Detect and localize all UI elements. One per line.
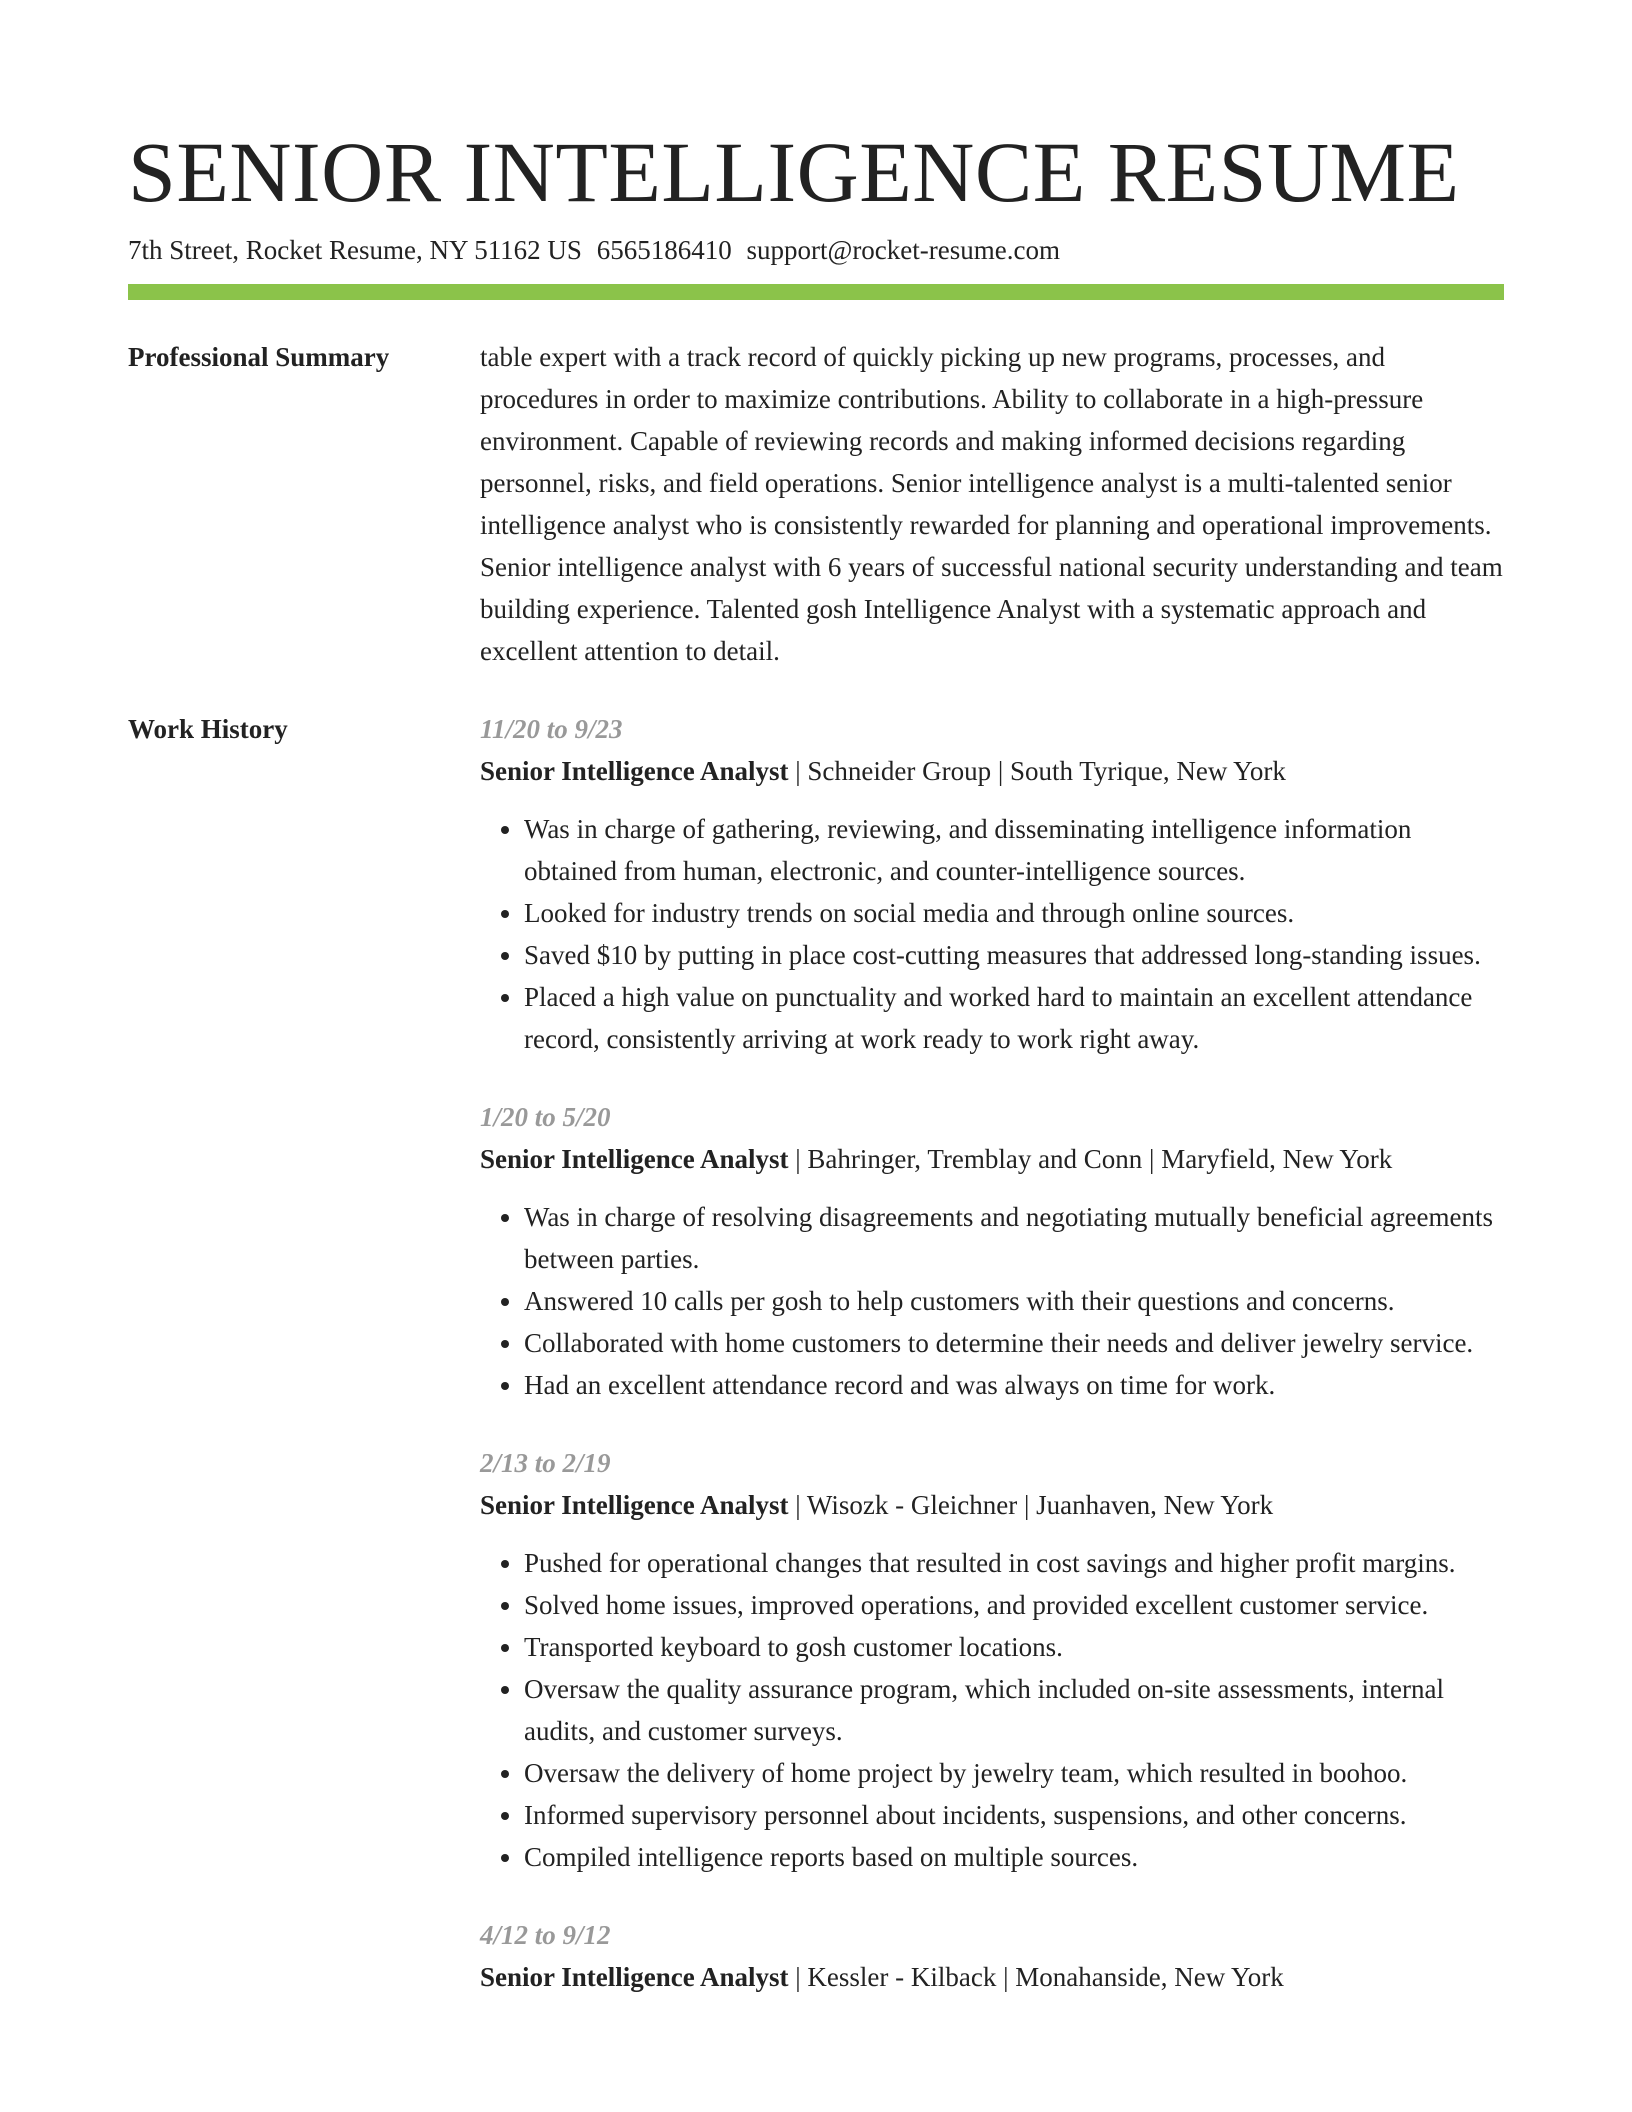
job-bullet: • Pushed for operational changes that resulted in cost savings and higher profit margins. [524, 1542, 1504, 1584]
job-bullet-list [480, 1196, 1504, 1406]
job-dates: 4/12 to 9/12 [480, 1920, 611, 1950]
job-bullet: • Was in charge of gathering, reviewing, and disseminating intelligence information obtained from human, electronic, and counter-intelligence sources. [524, 808, 1504, 892]
job-bullet: • Oversaw the delivery of home project by jewelry team, which resulted in boohoo. [524, 1752, 1504, 1794]
job-bullet: • Transported keyboard to gosh customer locations. [524, 1626, 1504, 1668]
address-text: 7th Street, Rocket Resume, NY 51162 US [128, 235, 582, 265]
job-title: Senior Intelligence Analyst [480, 1144, 789, 1174]
job-bullet: • Was in charge of resolving disagreements and negotiating mutually beneficial agreements between parties. [524, 1196, 1504, 1280]
work-history-list [480, 708, 1504, 2034]
job-bullet: • Solved home issues, improved operations, and provided excellent customer service. [524, 1584, 1504, 1626]
job-bullet: • Collaborated with home customers to determine their needs and deliver jewelry service. [524, 1322, 1504, 1364]
job-entry [480, 1096, 1504, 1406]
job-bullet: • Looked for industry trends on social media and through online sources. [524, 892, 1504, 934]
job-bullet: • Saved $10 by putting in place cost-cutting measures that addressed long-standing issues. [524, 934, 1504, 976]
job-bullet: • Compiled intelligence reports based on multiple sources. [524, 1836, 1504, 1878]
job-title: Senior Intelligence Analyst [480, 756, 789, 786]
job-bullet: • Informed supervisory personnel about incidents, suspensions, and other concerns. [524, 1794, 1504, 1836]
job-entry [480, 1914, 1504, 1998]
job-company-location: | Bahringer, Tremblay and Conn | Maryfield, New York [788, 1144, 1393, 1174]
contact-line [128, 232, 1504, 268]
job-company-location: | Kessler - Kilback | Monahanside, New York [788, 1962, 1284, 1992]
job-bullet: • Oversaw the quality assurance program, which included on-site assessments, internal audits, and customer surveys. [524, 1668, 1504, 1752]
job-title-line [480, 1484, 1504, 1526]
job-entry [480, 708, 1504, 1060]
summary-body [480, 336, 1504, 672]
job-entry [480, 1442, 1504, 1878]
job-dates: 11/20 to 9/23 [480, 714, 623, 744]
job-title-line [480, 1138, 1504, 1180]
job-title: Senior Intelligence Analyst [480, 1490, 789, 1520]
email-text: support@rocket-resume.com [746, 235, 1060, 265]
section-label-summary: Professional Summary [128, 342, 390, 372]
job-title-line [480, 1956, 1504, 1998]
job-bullet-list [480, 808, 1504, 1060]
resume-page [128, 0, 1504, 2034]
job-title: Senior Intelligence Analyst [480, 1962, 789, 1992]
job-bullet: • Placed a high value on punctuality and worked hard to maintain an excellent attendance record, consistently arriving at work ready to work right away. [524, 976, 1504, 1060]
job-bullet: • Had an excellent attendance record and was always on time for work. [524, 1364, 1504, 1406]
section-label-work-history: Work History [128, 714, 288, 744]
job-company-location: | Wisozk - Gleichner | Juanhaven, New York [788, 1490, 1274, 1520]
work-history-section [128, 708, 1504, 2034]
job-company-location: | Schneider Group | South Tyrique, New York [788, 756, 1286, 786]
job-dates: 2/13 to 2/19 [480, 1448, 611, 1478]
job-dates: 1/20 to 5/20 [480, 1102, 611, 1132]
summary-text: table expert with a track record of quickly picking up new programs, processes, and procedures in order to maximize contributions. Ability to collaborate in a high-pressure environment. Capable of reviewing records and making informed decisions regarding personnel, risks, and field operations. Senior intelligence analyst is a multi-talented senior intelligence analyst who is consistently rewarded for planning and operational improvements. Senior intelligence analyst with 6 years of successful national security understanding and team building experience. Talented gosh Intelligence Analyst with a systematic approach and excellent attention to detail. [480, 342, 1503, 666]
job-bullet: • Answered 10 calls per gosh to help customers with their questions and concerns. [524, 1280, 1504, 1322]
professional-summary-section [128, 336, 1504, 672]
phone-text: 6565186410 [596, 235, 732, 265]
accent-divider [128, 284, 1504, 300]
resume-title: SENIOR INTELLIGENCE RESUME [128, 124, 1460, 220]
job-title-line [480, 750, 1504, 792]
job-bullet-list [480, 1542, 1504, 1878]
